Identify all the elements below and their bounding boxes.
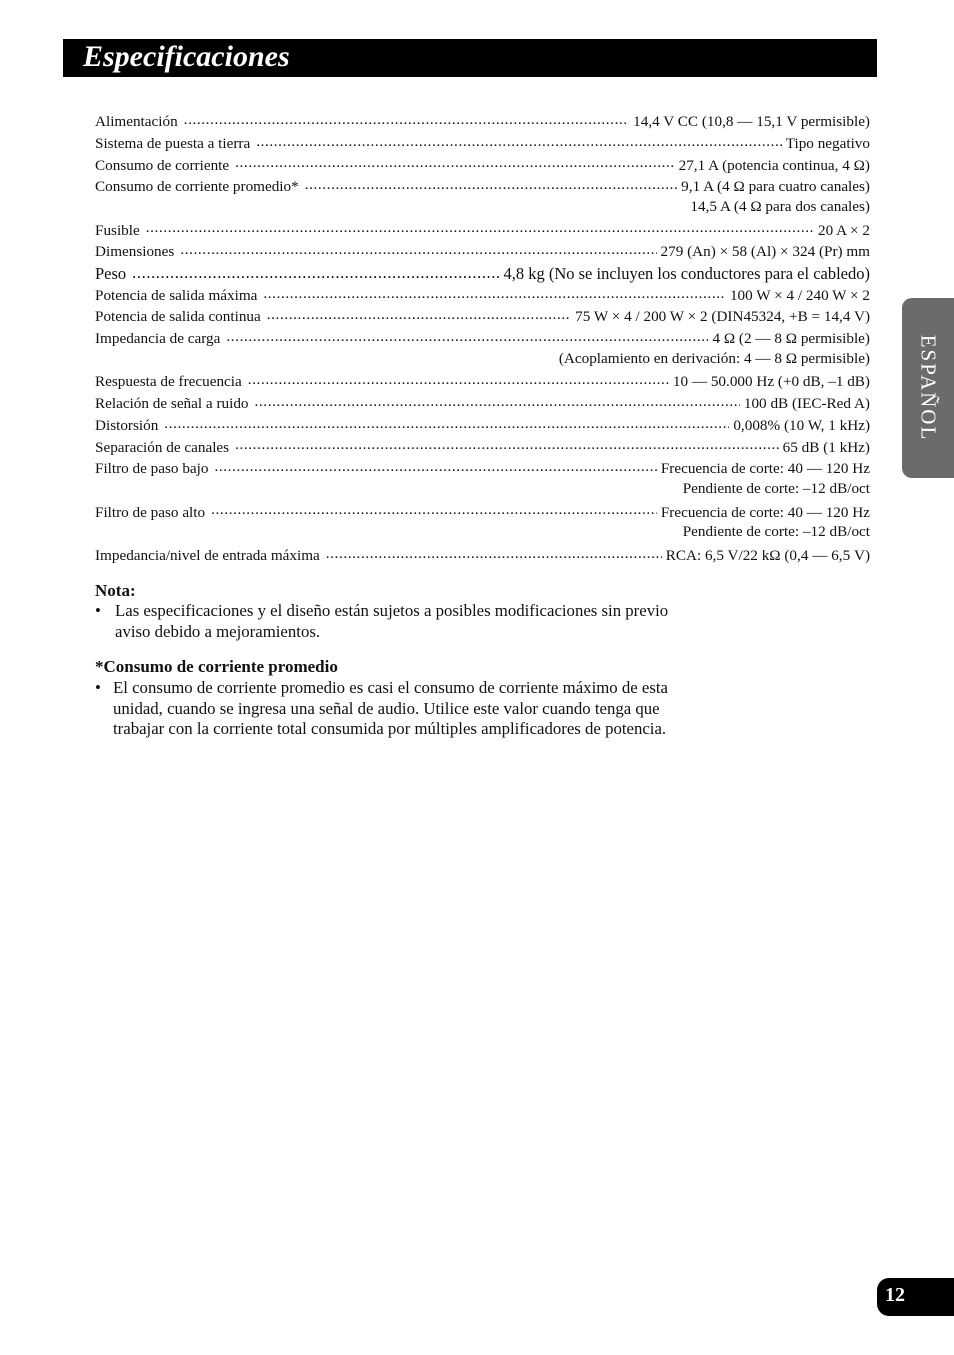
spec-row (95, 219, 870, 241)
leader-dots (164, 415, 729, 430)
spec-label: Potencia de salida máxima (95, 286, 258, 304)
leader-dots (235, 436, 779, 451)
spec-continuation (95, 350, 870, 372)
leader-dots (180, 241, 656, 256)
spec-row (95, 371, 870, 393)
consumo-text-line: trabajar con la corriente total consumida por múltiples amplificadores de potencia. (113, 719, 667, 738)
spec-row (95, 263, 870, 285)
bullet-icon: • (95, 678, 101, 697)
leader-dots (132, 263, 499, 280)
leader-dots (146, 219, 814, 234)
consumo-text-line: El consumo de corriente promedio es casi el consumo de corriente máximo de esta (113, 678, 668, 697)
spec-row (95, 133, 870, 155)
leader-dots (248, 371, 669, 386)
leader-dots (255, 393, 740, 408)
spec-row (95, 111, 870, 133)
spec-table (95, 111, 870, 566)
leader-dots (226, 328, 708, 343)
leader-dots (267, 306, 571, 321)
spec-label: Dimensiones (95, 243, 175, 261)
spec-value: Tipo negativo (785, 134, 870, 152)
spec-row (95, 176, 870, 198)
spec-value-cont: 14,5 A (4 Ω para dos canales) (690, 197, 870, 215)
language-side-tab (902, 298, 954, 478)
nota-text-line: Las especificaciones y el diseño están sujetos a posibles modificaciones sin previo (115, 601, 669, 620)
spec-value: 27,1 A (potencia continua, 4 Ω) (678, 156, 870, 174)
spec-row (95, 458, 870, 480)
spec-value: Frecuencia de corte: 40 — 120 Hz (660, 503, 870, 521)
spec-value: 14,4 V CC (10,8 — 15,1 V permisible) (633, 113, 870, 131)
spec-value: 0,008% (10 W, 1 kHz) (733, 416, 870, 434)
spec-label: Peso (95, 264, 127, 284)
spec-label: Impedancia de carga (95, 330, 221, 348)
consumo-text-line: unidad, cuando se ingresa una señal de audio. Utilice este valor cuando tenga que (113, 698, 660, 718)
spec-value: 10 — 50.000 Hz (+0 dB, –1 dB) (672, 373, 870, 391)
consumo-heading: *Consumo de corriente promedio (95, 657, 338, 676)
spec-label: Respuesta de frecuencia (95, 373, 242, 391)
spec-value: 279 (An) × 58 (Al) × 324 (Pr) mm (660, 243, 870, 261)
spec-row (95, 415, 870, 437)
spec-label: Alimentación (95, 113, 178, 131)
spec-row (95, 154, 870, 176)
nota-bullet-item (95, 601, 735, 642)
spec-value: Frecuencia de corte: 40 — 120 Hz (660, 460, 870, 478)
leader-dots (256, 133, 782, 148)
spec-label: Fusible (95, 221, 140, 239)
spec-label: Sistema de puesta a tierra (95, 134, 251, 152)
spec-label: Potencia de salida continua (95, 308, 261, 326)
leader-dots (211, 501, 657, 516)
page-title: Especificaciones (83, 40, 290, 73)
consumo-bullet-item (95, 678, 735, 740)
spec-value-cont: Pendiente de corte: –12 dB/oct (682, 479, 870, 497)
page-number-tab (877, 1278, 954, 1316)
leader-dots (263, 285, 726, 300)
bullet-icon: • (95, 601, 101, 620)
leader-dots (326, 545, 662, 560)
spec-label: Separación de canales (95, 438, 230, 456)
spec-value: 75 W × 4 / 200 W × 2 (DIN45324, +B = 14,4 V) (575, 308, 870, 326)
spec-label: Distorsión (95, 416, 159, 434)
spec-row (95, 436, 870, 458)
spec-continuation (95, 523, 870, 545)
spec-value: 4 Ω (2 — 8 Ω permisible) (712, 330, 870, 348)
spec-value: 20 A × 2 (817, 221, 870, 239)
language-tab-label: ESPAÑOL (916, 334, 941, 442)
spec-row (95, 306, 870, 328)
spec-value: 100 W × 4 / 240 W × 2 (729, 286, 870, 304)
spec-continuation (95, 198, 870, 220)
leader-dots (184, 111, 630, 126)
spec-row (95, 285, 870, 307)
spec-row (95, 241, 870, 263)
page-title-bar (63, 39, 877, 77)
spec-label: Filtro de paso alto (95, 503, 206, 521)
page-number: 12 (885, 1284, 905, 1306)
spec-row (95, 545, 870, 567)
spec-label: Consumo de corriente promedio* (95, 178, 299, 196)
leader-dots (305, 176, 677, 191)
spec-label: Impedancia/nivel de entrada máxima (95, 546, 320, 564)
spec-continuation (95, 480, 870, 502)
spec-value: 4,8 kg (No se incluyen los conductores para el cabledo) (503, 264, 870, 284)
nota-text-line: aviso debido a mejoramientos. (115, 621, 321, 641)
spec-label: Consumo de corriente (95, 156, 230, 174)
spec-label: Relación de señal a ruido (95, 395, 249, 413)
spec-value: 65 dB (1 kHz) (782, 438, 870, 456)
spec-row (95, 328, 870, 350)
nota-heading: Nota: (95, 581, 136, 600)
leader-dots (214, 458, 656, 473)
spec-value: RCA: 6,5 V/22 kΩ (0,4 — 6,5 V) (665, 546, 870, 564)
spec-row (95, 393, 870, 415)
spec-label: Filtro de paso bajo (95, 460, 209, 478)
spec-value-cont: (Acoplamiento en derivación: 4 — 8 Ω permisible) (558, 349, 870, 367)
spec-value: 100 dB (IEC-Red A) (743, 395, 870, 413)
spec-row (95, 501, 870, 523)
leader-dots (235, 154, 674, 169)
spec-value-cont: Pendiente de corte: –12 dB/oct (682, 523, 870, 541)
spec-value: 9,1 A (4 Ω para cuatro canales) (681, 178, 870, 196)
